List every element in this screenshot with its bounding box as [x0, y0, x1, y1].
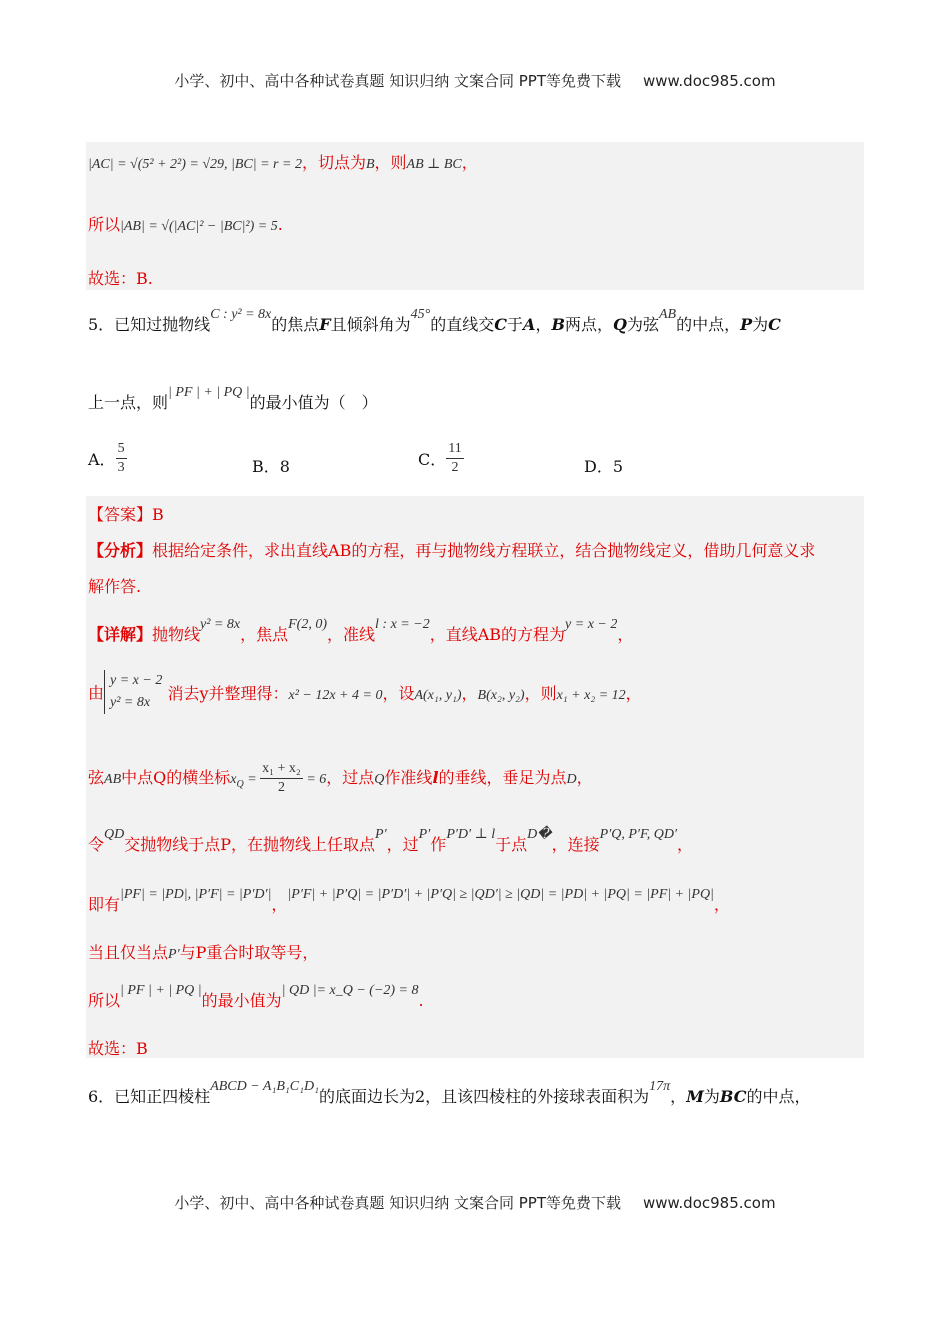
footer-text: 小学、初中、高中各种试卷真题 知识归纳 文案合同 PPT等免费下载: [174, 1194, 621, 1212]
detail-line-2: 由 y = x − 2 y² = 8x 消去y并整理得：x² − 12x + 4 = 0，设A(x₁, y₁)，B(x₂, y₂)，则x₁ + x₂ = 12，: [88, 670, 642, 714]
answer-label: 【答案】B: [88, 505, 164, 524]
header-site-link[interactable]: www.doc985.com: [642, 72, 776, 90]
analysis-line-1: 【分析】根据给定条件，求出直线AB的方程，再与抛物线方程联立，结合抛物线定义，借助几何意义求: [88, 541, 816, 560]
equation-system: y = x − 2 y² = 8x: [104, 670, 162, 714]
analysis-line-2: 解作答.: [88, 577, 142, 596]
q5-line-1: 5．已知过抛物线C : y² = 8x的焦点F且倾斜角为45°的直线交C于A，B两点，Q为弦AB的中点，P为C: [88, 307, 781, 334]
detail-choice: 故选：B: [88, 1039, 148, 1058]
detail-line-6: 当且仅当点P′与P重合时取等号，: [88, 943, 319, 962]
page-footer: [0, 1192, 950, 1213]
option-c[interactable]: C． $\frac{11}{2}$: [418, 441, 462, 475]
q5-line-2: 上一点，则| PF | + | PQ |的最小值为（ ）: [88, 385, 378, 412]
detail-line-7: 所以| PF | + | PQ |的最小值为| QD |= x_Q − (−2) = 8.: [88, 983, 424, 1010]
option-a[interactable]: A． $\frac{5}{3}$: [88, 441, 125, 475]
detail-line-4: 令QD交抛物线于点P，在抛物线上任取点P′，过P′作P′D′ ⊥ l于点D�，连接P′Q, P′F, QD′，: [88, 827, 694, 854]
top-line-2: 所以|AB| = √(|AC|² − |BC|²) = 5.: [88, 215, 283, 234]
option-d[interactable]: D．5: [584, 457, 624, 476]
q6-line-1: 6．已知正四棱柱ABCD − A₁B₁C₁D₁的底面边长为2，且该四棱柱的外接球表面积为17π，M为BC的中点，: [88, 1079, 811, 1106]
top-math-ab: |AB| = √(|AC|² − |BC|²) = 5: [120, 219, 278, 234]
detail-line-5: 即有|PF| = |PD|, |P′F| = |P′D′|，|P′F| + |P′Q| = |P′D′| + |P′Q| ≥ |QD′| ≥ |QD| = |PD| + |PQ| = |PF| + |PQ|，: [88, 887, 730, 914]
detail-line-1: 【详解】抛物线y² = 8x，焦点F(2, 0)，准线l : x = −2，直线AB的方程为y = x − 2，: [88, 617, 634, 644]
top-math-ac: |AC| = √(5² + 2²) = √29, |BC| = r = 2: [88, 157, 302, 172]
footer-site-link[interactable]: www.doc985.com: [642, 1194, 776, 1212]
page-header: [0, 70, 950, 91]
top-line-1: |AC| = √(5² + 2²) = √29, |BC| = r = 2，切点为B，则AB ⊥ BC，: [88, 153, 478, 172]
detail-line-3: 弦AB中点Q的横坐标$x_Q$ = $\frac{\text{x₁ + x₂}}{2}$ = 6，过点Q作准线l的垂线，垂足为点D，: [88, 761, 593, 795]
top-choice: 故选：B.: [88, 269, 153, 288]
header-text: 小学、初中、高中各种试卷真题 知识归纳 文案合同 PPT等免费下载: [174, 72, 621, 90]
option-b[interactable]: B．8: [252, 457, 290, 476]
